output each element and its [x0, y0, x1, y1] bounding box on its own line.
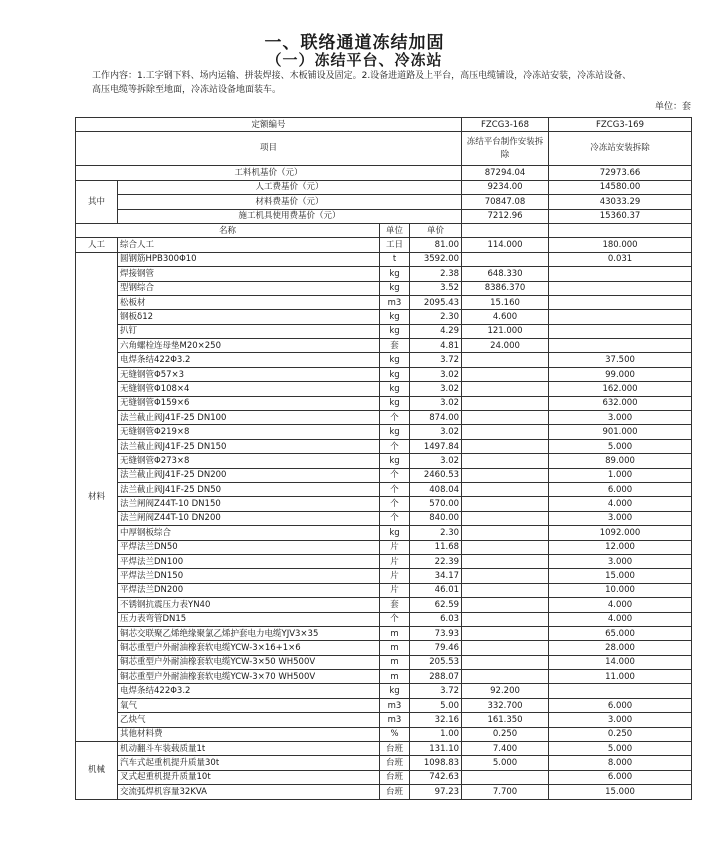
- unit-price-cell: 2.30: [410, 310, 462, 324]
- quantity-cell-169: 4.000: [549, 612, 692, 626]
- quantity-cell-169: 0.250: [549, 727, 692, 741]
- resource-name-cell: 焊接钢管: [118, 267, 380, 281]
- quantity-cell-169: 15.000: [549, 785, 692, 799]
- table-row: [76, 396, 692, 410]
- quantity-cell-169: [549, 295, 692, 309]
- unit-cell: m3: [380, 713, 410, 727]
- machine-cost-1: 7212.96: [462, 209, 549, 223]
- quantity-cell-168: [462, 439, 549, 453]
- category-cell: 人工: [76, 238, 118, 252]
- quantity-cell-169: 14.000: [549, 655, 692, 669]
- resource-name-cell: 综合人工: [118, 238, 380, 252]
- resource-name-cell: 法兰截止阀J41F-25 DN150: [118, 439, 380, 453]
- resource-name-cell: 铜芯重型户外耐油橡套软电缆YCW-3×70 WH500V: [118, 670, 380, 684]
- category-cell: 机械: [76, 742, 118, 800]
- resource-name-cell: 无缝钢管Φ273×8: [118, 454, 380, 468]
- quantity-cell-168: 121.000: [462, 324, 549, 338]
- table-row: [76, 238, 692, 252]
- table-row: [76, 540, 692, 554]
- quantity-cell-168: [462, 396, 549, 410]
- quantity-cell-168: 92.200: [462, 684, 549, 698]
- empty-header-cell: [549, 223, 692, 237]
- quota-code-1: FZCG3-168: [462, 118, 549, 132]
- resource-name-cell: 钢板δ12: [118, 310, 380, 324]
- table-row: [76, 770, 692, 784]
- resource-name-cell: 铜芯重型户外耐油橡套软电缆YCW-3×50 WH500V: [118, 655, 380, 669]
- quantity-cell-168: [462, 770, 549, 784]
- quantity-cell-168: [462, 583, 549, 597]
- resource-name-cell: 扒钉: [118, 324, 380, 338]
- quantity-cell-169: 5.000: [549, 439, 692, 453]
- resource-name-cell: 乙炔气: [118, 713, 380, 727]
- quantity-cell-169: 3.000: [549, 554, 692, 568]
- unit-price-cell: 62.59: [410, 598, 462, 612]
- table-row: [76, 554, 692, 568]
- quantity-cell-169: 65.000: [549, 626, 692, 640]
- quantity-cell-169: 28.000: [549, 641, 692, 655]
- unit-price-cell: 1497.84: [410, 439, 462, 453]
- quantity-cell-169: 1.000: [549, 468, 692, 482]
- unit-price-cell: 46.01: [410, 583, 462, 597]
- table-row: [76, 641, 692, 655]
- table-row: [76, 598, 692, 612]
- resource-name-cell: 平焊法兰DN150: [118, 569, 380, 583]
- table-row: [76, 339, 692, 353]
- unit-price-cell: 4.29: [410, 324, 462, 338]
- unit-cell: kg: [380, 267, 410, 281]
- unit-cell: 片: [380, 540, 410, 554]
- unit-price-cell: 3.02: [410, 382, 462, 396]
- quantity-cell-168: 4.600: [462, 310, 549, 324]
- table-row: [76, 353, 692, 367]
- unit-price-cell: 4.81: [410, 339, 462, 353]
- unit-price-cell: 11.68: [410, 540, 462, 554]
- quantity-cell-169: 4.000: [549, 598, 692, 612]
- quantity-cell-169: [549, 267, 692, 281]
- unit-price-cell: 131.10: [410, 742, 462, 756]
- resource-name-cell: 法兰截止阀J41F-25 DN50: [118, 482, 380, 496]
- unit-cell: 个: [380, 439, 410, 453]
- material-cost-row: [76, 195, 692, 209]
- quantity-cell-169: 3.000: [549, 411, 692, 425]
- table-row: [76, 713, 692, 727]
- quantity-cell-169: 901.000: [549, 425, 692, 439]
- table-row: [76, 612, 692, 626]
- resource-name-cell: 铜芯重型户外耐油橡套软电缆YCW-3×16+1×6: [118, 641, 380, 655]
- unit-cell: t: [380, 252, 410, 266]
- quantity-cell-168: 15.160: [462, 295, 549, 309]
- name-column-header: 名称: [76, 223, 380, 237]
- table-row: [76, 281, 692, 295]
- quota-code-row: [76, 118, 692, 132]
- unit-cell: 片: [380, 583, 410, 597]
- unit-price-cell: 5.00: [410, 698, 462, 712]
- table-row: [76, 468, 692, 482]
- base-price-label: 工料机基价（元）: [76, 166, 462, 180]
- resource-name-cell: 中厚钢板综合: [118, 526, 380, 540]
- unit-cell: kg: [380, 454, 410, 468]
- unit-price-cell: 840.00: [410, 511, 462, 525]
- unit-price-cell: 570.00: [410, 497, 462, 511]
- unit-cell: m3: [380, 698, 410, 712]
- machine-cost-2: 15360.37: [549, 209, 692, 223]
- labor-cost-label: 人工费基价（元）: [118, 180, 462, 194]
- table-row: [76, 742, 692, 756]
- table-row: [76, 727, 692, 741]
- table-row: [76, 439, 692, 453]
- unit-cell: kg: [380, 396, 410, 410]
- unit-cell: %: [380, 727, 410, 741]
- unit-price-cell: 288.07: [410, 670, 462, 684]
- quantity-cell-168: [462, 382, 549, 396]
- resource-name-cell: 平焊法兰DN200: [118, 583, 380, 597]
- unit-price-cell: 2.30: [410, 526, 462, 540]
- unit-cell: 工日: [380, 238, 410, 252]
- table-row: [76, 324, 692, 338]
- resource-name-cell: 铜芯交联聚乙烯绝缘聚氯乙烯护套电力电缆YJV3×35: [118, 626, 380, 640]
- unit-cell: 个: [380, 482, 410, 496]
- quantity-cell-169: [549, 324, 692, 338]
- quantity-cell-168: 8386.370: [462, 281, 549, 295]
- unit-cell: m3: [380, 295, 410, 309]
- quantity-cell-168: 161.350: [462, 713, 549, 727]
- unit-price-cell: 2460.53: [410, 468, 462, 482]
- quantity-cell-169: 15.000: [549, 569, 692, 583]
- table-row: [76, 367, 692, 381]
- unit-cell: 台班: [380, 785, 410, 799]
- table-row: [76, 252, 692, 266]
- quantity-cell-168: [462, 670, 549, 684]
- quantity-cell-168: [462, 598, 549, 612]
- quantity-cell-169: 4.000: [549, 497, 692, 511]
- unit-cell: kg: [380, 684, 410, 698]
- unit-price-cell: 205.53: [410, 655, 462, 669]
- unit-cell: kg: [380, 281, 410, 295]
- item-name-2: 冷冻站安装拆除: [549, 132, 692, 166]
- table-row: [76, 698, 692, 712]
- unit-cell: kg: [380, 353, 410, 367]
- quantity-cell-168: [462, 612, 549, 626]
- base-price-2: 72973.66: [549, 166, 692, 180]
- table-row: [76, 684, 692, 698]
- quantity-cell-169: 180.000: [549, 238, 692, 252]
- quantity-cell-168: 114.000: [462, 238, 549, 252]
- resource-name-cell: 法兰闸阀Z44T-10 DN150: [118, 497, 380, 511]
- item-name-1: 冻结平台制作安装拆除: [462, 132, 549, 166]
- unit-cell: 个: [380, 612, 410, 626]
- machine-cost-row: [76, 209, 692, 223]
- machine-cost-label: 施工机具使用费基价（元）: [118, 209, 462, 223]
- table-row: [76, 295, 692, 309]
- page-subtitle: （一）冻结平台、冷冻站: [266, 51, 443, 69]
- resource-name-cell: 六角螺栓连母垫M20×250: [118, 339, 380, 353]
- table-row: [76, 497, 692, 511]
- unit-price-cell: 32.16: [410, 713, 462, 727]
- quantity-cell-168: 332.700: [462, 698, 549, 712]
- table-row: [76, 511, 692, 525]
- table-row: [76, 756, 692, 770]
- table-row: [76, 267, 692, 281]
- quantity-cell-169: 11.000: [549, 670, 692, 684]
- labor-cost-row: [76, 180, 692, 194]
- quantity-cell-169: [549, 310, 692, 324]
- quantity-cell-169: 10.000: [549, 583, 692, 597]
- quantity-cell-169: 0.031: [549, 252, 692, 266]
- quantity-cell-169: 8.000: [549, 756, 692, 770]
- quantity-cell-168: [462, 411, 549, 425]
- unit-price-cell: 3.72: [410, 353, 462, 367]
- resource-name-cell: 无缝钢管Φ108×4: [118, 382, 380, 396]
- resource-name-cell: 无缝钢管Φ57×3: [118, 367, 380, 381]
- table-row: [76, 583, 692, 597]
- table-row: [76, 569, 692, 583]
- quantity-cell-168: [462, 353, 549, 367]
- table-row: [76, 454, 692, 468]
- quantity-cell-168: 5.000: [462, 756, 549, 770]
- quantity-cell-168: [462, 641, 549, 655]
- unit-cell: kg: [380, 526, 410, 540]
- unit-cell: m: [380, 670, 410, 684]
- resource-name-cell: 其他材料费: [118, 727, 380, 741]
- resource-name-cell: 法兰截止阀J41F-25 DN200: [118, 468, 380, 482]
- unit-price-cell: 6.03: [410, 612, 462, 626]
- resource-name-cell: 不锈钢抗震压力表YN40: [118, 598, 380, 612]
- resource-name-cell: 法兰闸阀Z44T-10 DN200: [118, 511, 380, 525]
- work-content: 工作内容：1.工字钢下料、场内运输、拼装焊接、木板铺设及固定。2.设备进道路及上平台，高压电缆铺设，冷冻站安装，冷冻站设备、高压电缆等拆除至地面，冷冻站设备地面装车。: [92, 71, 632, 95]
- quantity-cell-169: 6.000: [549, 770, 692, 784]
- quantity-cell-169: 89.000: [549, 454, 692, 468]
- quantity-cell-169: [549, 684, 692, 698]
- category-cell: 材料: [76, 252, 118, 741]
- material-cost-1: 70847.08: [462, 195, 549, 209]
- quantity-cell-168: [462, 554, 549, 568]
- resource-name-cell: 型钢综合: [118, 281, 380, 295]
- quota-table: [75, 117, 692, 800]
- unit-price-cell: 3.02: [410, 396, 462, 410]
- resource-name-cell: 交流弧焊机容量32KVA: [118, 785, 380, 799]
- resource-name-cell: 平焊法兰DN50: [118, 540, 380, 554]
- unit-cell: m: [380, 626, 410, 640]
- unit-price-cell: 2095.43: [410, 295, 462, 309]
- unit-cell: kg: [380, 310, 410, 324]
- unit-cell: kg: [380, 382, 410, 396]
- quantity-cell-168: 7.700: [462, 785, 549, 799]
- quantity-cell-168: 648.330: [462, 267, 549, 281]
- quantity-cell-169: 632.000: [549, 396, 692, 410]
- resource-name-cell: 压力表弯管DN15: [118, 612, 380, 626]
- of-which-label: 其中: [76, 180, 118, 223]
- unit-price-cell: 1098.83: [410, 756, 462, 770]
- table-row: [76, 626, 692, 640]
- table-row: [76, 785, 692, 799]
- quantity-cell-168: [462, 482, 549, 496]
- unit-price-cell: 3592.00: [410, 252, 462, 266]
- table-row: [76, 310, 692, 324]
- unit-price-cell: 22.39: [410, 554, 462, 568]
- quantity-cell-169: 162.000: [549, 382, 692, 396]
- quota-code-2: FZCG3-169: [549, 118, 692, 132]
- material-cost-2: 43033.29: [549, 195, 692, 209]
- resource-name-cell: 无缝钢管Φ219×8: [118, 425, 380, 439]
- labor-cost-1: 9234.00: [462, 180, 549, 194]
- unit-cell: kg: [380, 367, 410, 381]
- unit-cell: 个: [380, 497, 410, 511]
- quantity-cell-169: 99.000: [549, 367, 692, 381]
- unit-cell: 片: [380, 554, 410, 568]
- unit-cell: 套: [380, 598, 410, 612]
- unit-column-header: 单位: [380, 223, 410, 237]
- quantity-cell-168: [462, 626, 549, 640]
- quantity-cell-168: 7.400: [462, 742, 549, 756]
- quantity-cell-168: [462, 540, 549, 554]
- table-row: [76, 655, 692, 669]
- unit-price-cell: 73.93: [410, 626, 462, 640]
- item-row: [76, 132, 692, 166]
- quantity-cell-169: 6.000: [549, 482, 692, 496]
- labor-cost-2: 14580.00: [549, 180, 692, 194]
- quantity-cell-169: 3.000: [549, 713, 692, 727]
- quantity-cell-169: 1092.000: [549, 526, 692, 540]
- quantity-cell-169: 6.000: [549, 698, 692, 712]
- quantity-cell-168: [462, 526, 549, 540]
- unit-price-cell: 874.00: [410, 411, 462, 425]
- unit-cell: 台班: [380, 770, 410, 784]
- resource-name-cell: 法兰截止阀J41F-25 DN100: [118, 411, 380, 425]
- resource-name-cell: 无缝钢管Φ159×6: [118, 396, 380, 410]
- resource-name-cell: 电焊条结422Φ3.2: [118, 353, 380, 367]
- unit-price-cell: 81.00: [410, 238, 462, 252]
- resource-name-cell: 电焊条结422Φ3.2: [118, 684, 380, 698]
- unit-cell: m: [380, 641, 410, 655]
- base-price-1: 87294.04: [462, 166, 549, 180]
- page-title: 一、联络通道冻结加固: [264, 33, 445, 53]
- unit-price-cell: 3.52: [410, 281, 462, 295]
- table-row: [76, 382, 692, 396]
- unit-cell: 个: [380, 511, 410, 525]
- material-cost-label: 材料费基价（元）: [118, 195, 462, 209]
- resource-name-cell: 平焊法兰DN100: [118, 554, 380, 568]
- table-row: [76, 482, 692, 496]
- quantity-cell-168: [462, 252, 549, 266]
- unit-price-cell: 3.02: [410, 454, 462, 468]
- unit-price-cell: 79.46: [410, 641, 462, 655]
- unit-price-cell: 408.04: [410, 482, 462, 496]
- unit-price-cell: 34.17: [410, 569, 462, 583]
- quantity-cell-168: [462, 454, 549, 468]
- unit-cell: 片: [380, 569, 410, 583]
- unit-cell: 个: [380, 411, 410, 425]
- quantity-cell-168: 0.250: [462, 727, 549, 741]
- table-row: [76, 670, 692, 684]
- unit-cell: 个: [380, 468, 410, 482]
- unit-price-cell: 1.00: [410, 727, 462, 741]
- unit-cell: 套: [380, 339, 410, 353]
- quota-label: 定额编号: [76, 118, 462, 132]
- unit-cell: 台班: [380, 756, 410, 770]
- quantity-cell-169: [549, 281, 692, 295]
- unit-price-cell: 97.23: [410, 785, 462, 799]
- quota-table-body: [76, 118, 692, 800]
- resource-name-cell: 松板材: [118, 295, 380, 309]
- quantity-cell-169: 37.500: [549, 353, 692, 367]
- quantity-cell-168: [462, 511, 549, 525]
- quantity-cell-168: [462, 569, 549, 583]
- unit-cell: m: [380, 655, 410, 669]
- unit-price-cell: 3.02: [410, 425, 462, 439]
- quantity-cell-169: 3.000: [549, 511, 692, 525]
- unit-cell: 台班: [380, 742, 410, 756]
- quantity-cell-168: [462, 425, 549, 439]
- resource-name-cell: 氧气: [118, 698, 380, 712]
- empty-header-cell: [462, 223, 549, 237]
- base-price-row: [76, 166, 692, 180]
- quantity-cell-168: [462, 468, 549, 482]
- unit-label: 单位：套: [654, 102, 691, 112]
- quantity-cell-168: [462, 367, 549, 381]
- resource-name-cell: 圆钢筋HPB300Φ10: [118, 252, 380, 266]
- unit-price-cell: 3.02: [410, 367, 462, 381]
- item-label: 项目: [76, 132, 462, 166]
- table-row: [76, 411, 692, 425]
- table-row: [76, 526, 692, 540]
- quantity-cell-169: 5.000: [549, 742, 692, 756]
- unit-price-cell: 2.38: [410, 267, 462, 281]
- unit-cell: kg: [380, 425, 410, 439]
- resource-name-cell: 汽车式起重机提升质量30t: [118, 756, 380, 770]
- unit-cell: kg: [380, 324, 410, 338]
- quantity-cell-169: 12.000: [549, 540, 692, 554]
- quantity-cell-168: [462, 655, 549, 669]
- column-header-row: [76, 223, 692, 237]
- resource-name-cell: 机动翻斗车装载质量1t: [118, 742, 380, 756]
- resource-name-cell: 叉式起重机提升质量10t: [118, 770, 380, 784]
- quantity-cell-168: [462, 497, 549, 511]
- quantity-cell-168: 24.000: [462, 339, 549, 353]
- price-column-header: 单价: [410, 223, 462, 237]
- table-row: [76, 425, 692, 439]
- unit-price-cell: 742.63: [410, 770, 462, 784]
- quantity-cell-169: [549, 339, 692, 353]
- unit-price-cell: 3.72: [410, 684, 462, 698]
